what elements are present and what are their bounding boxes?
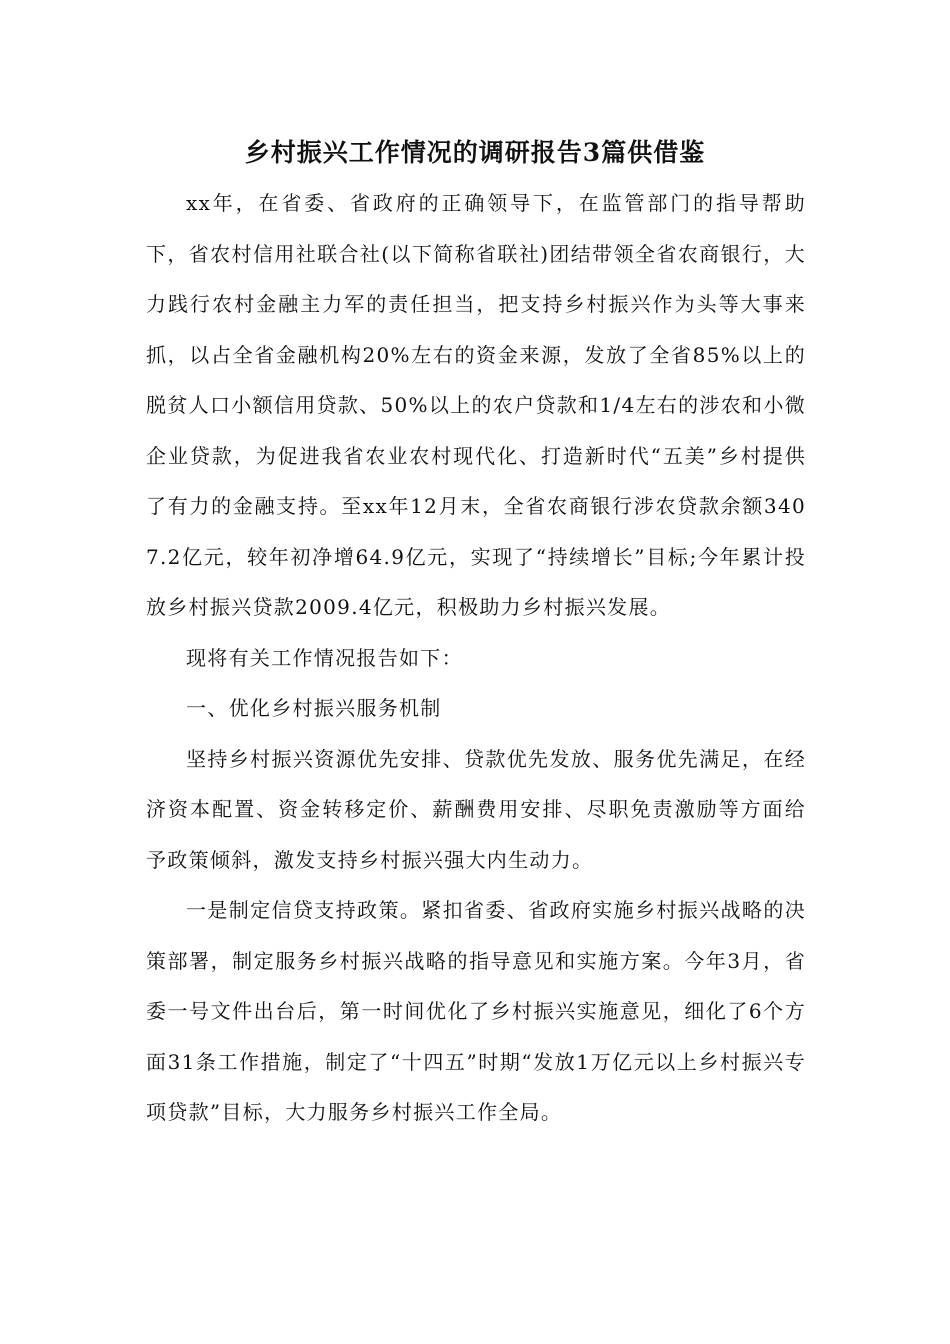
paragraph-intro: xx年，在省委、省政府的正确领导下，在监管部门的指导帮助下，省农村信用社联合社(以下简称省联社)团结带领全省农商银行，大力践行农村金融主力军的责任担当，把支持乡村振兴作为头等大事来抓，以占全省金融机构20%左右的资金来源，发放了全省85%以上的脱贫人口小额信用贷款、50%以上的农户贷款和1/4左右的涉农和小微企业贷款，为促进我省农业农村现代化、打造新时代“五美”乡村提供了有力的金融支持。至xx年12月末，全省农商银行涉农贷款余额3407.2亿元，较年初净增64.9亿元，实现了“持续增长”目标;今年累计投放乡村振兴贷款2009.4亿元，积极助力乡村振兴发展。 (146, 191, 806, 619)
paragraph-report-lead: 现将有关工作情况报告如下： (186, 645, 463, 670)
section-heading-1: 一、优化乡村振兴服务机制 (186, 696, 442, 720)
paragraph-credit-policy: 一是制定信贷支持政策。紧扣省委、省政府实施乡村振兴战略的决策部署，制定服务乡村振兴战略的指导意见和实施方案。今年3月，省委一号文件出台后，第一时间优化了乡村振兴实施意见，细化了6个方面31条工作措施，制定了“十四五”时期“发放1万亿元以上乡村振兴专项贷款”目标，大力服务乡村振兴工作全局。 (146, 898, 806, 1124)
paragraph-section-1: 坚持乡村振兴资源优先安排、贷款优先发放、服务优先满足，在经济资本配置、资金转移定价、薪酬费用安排、尽职免责激励等方面给予政策倾斜，激发支持乡村振兴强大内生动力。 (146, 746, 806, 872)
document-title: 乡村振兴工作情况的调研报告3篇供借鉴 (244, 138, 706, 167)
document-body (146, 178, 806, 1138)
